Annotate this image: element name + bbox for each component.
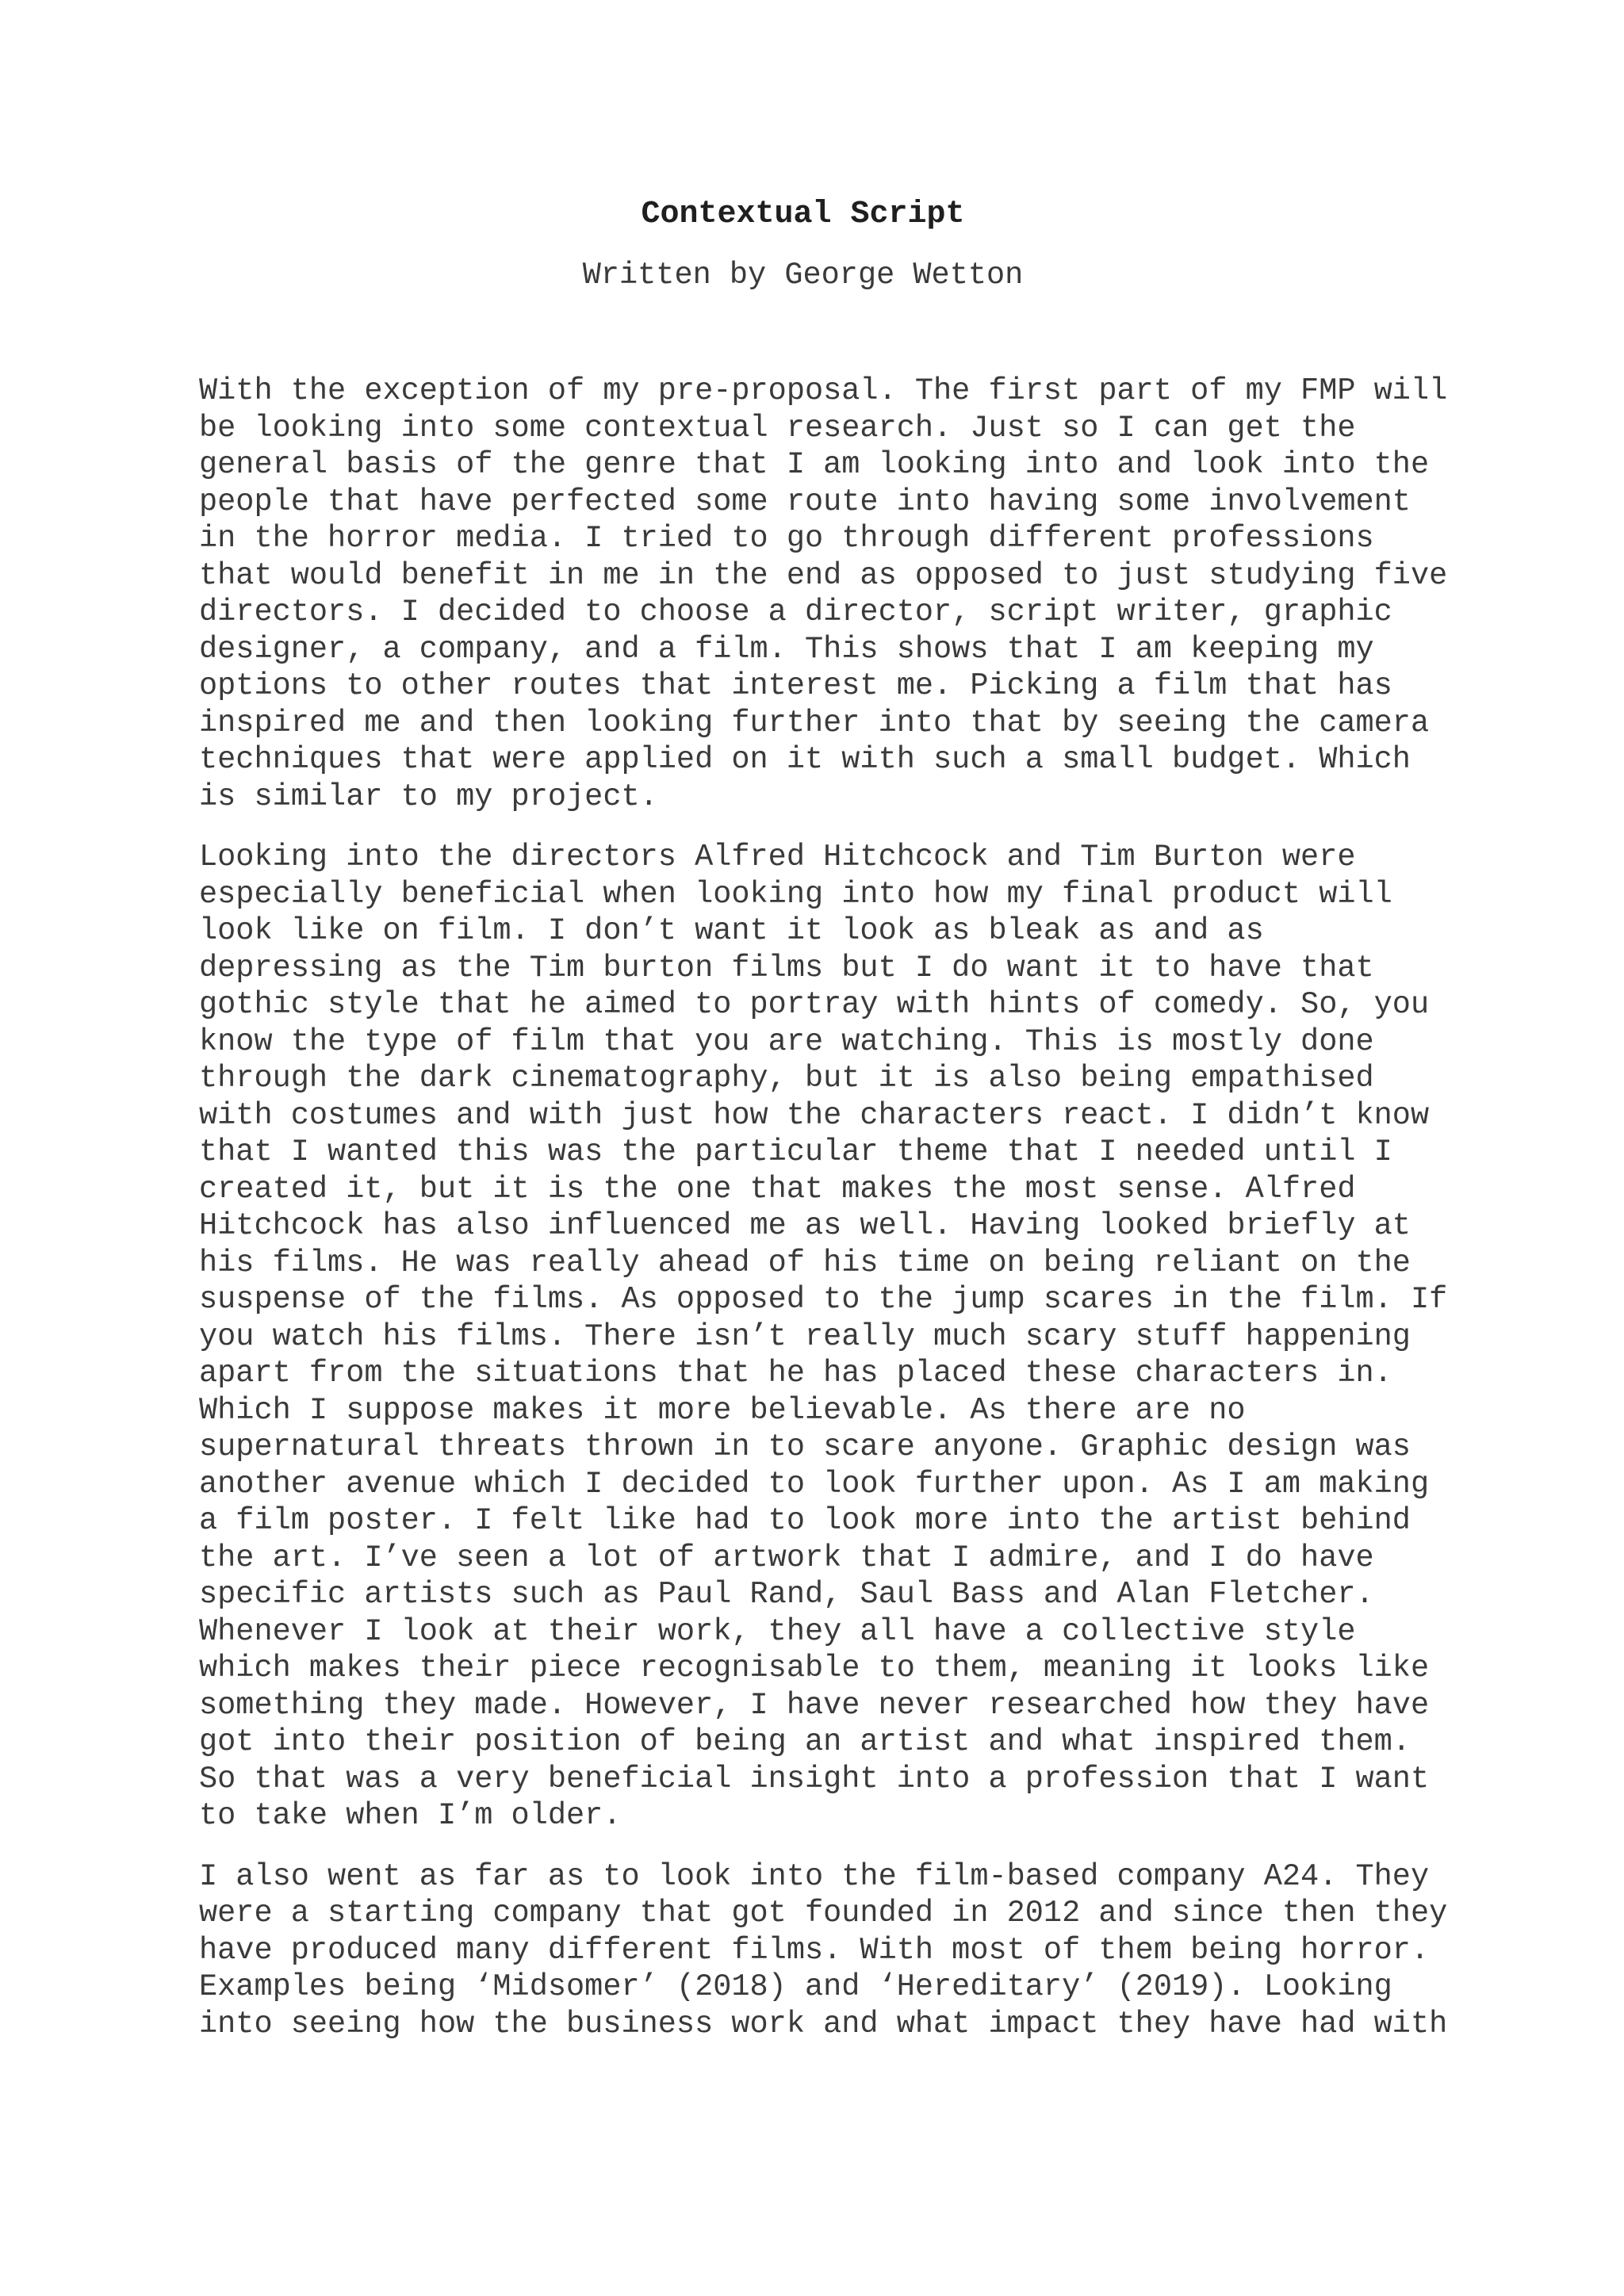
text-line: general basis of the genre that I am looking into and look into the <box>199 447 1430 482</box>
paragraph <box>199 373 1452 815</box>
text-line: to take when I’m older. <box>199 1798 622 1833</box>
text-line: created it, but it is the one that makes the most sense. Alfred <box>199 1171 1356 1207</box>
text-line: With the exception of my pre-proposal. The first part of my FMP will <box>199 373 1448 408</box>
text-line: that I wanted this was the particular theme that I needed until I <box>199 1135 1392 1169</box>
text-line: I also went as far as to look into the film-based company A24. They <box>199 1858 1430 1894</box>
text-line: techniques that were applied on it with such a small budget. Which <box>199 742 1411 777</box>
text-line: which makes their piece recognisable to them, meaning it looks like <box>199 1651 1430 1686</box>
text-line: designer, a company, and a film. This shows that I am keeping my <box>199 631 1374 667</box>
text-line: another avenue which I decided to look further upon. As I am making <box>199 1466 1430 1502</box>
text-line: a film poster. I felt like had to look more into the artist behind <box>199 1503 1411 1538</box>
text-line: people that have perfected some route into having some involvement <box>199 484 1411 519</box>
text-line: supernatural threats thrown in to scare anyone. Graphic design was <box>199 1429 1411 1464</box>
text-line: especially beneficial when looking into how my final product will <box>199 876 1392 912</box>
document-body <box>199 373 1452 2066</box>
text-line: Examples being ‘Midsomer’ (2018) and ‘Hereditary’ (2019). Looking <box>199 1969 1392 2004</box>
text-line: Whenever I look at their work, they all have a collective style <box>199 1613 1356 1649</box>
text-line: apart from the situations that he has placed these characters in. <box>199 1356 1392 1391</box>
text-line: gothic style that he aimed to portray with hints of comedy. So, you <box>199 987 1430 1022</box>
text-line: So that was a very beneficial insight into a profession that I want <box>199 1761 1430 1797</box>
text-line: into seeing how the business work and what impact they have had with <box>199 2006 1448 2042</box>
text-line: you watch his films. There isn’t really much scary stuff happening <box>199 1318 1411 1354</box>
text-line: his films. He was really ahead of his time on being reliant on the <box>199 1245 1411 1280</box>
text-line: something they made. However, I have never researched how they have <box>199 1687 1430 1723</box>
text-line: Looking into the directors Alfred Hitchcock and Tim Burton were <box>199 840 1356 874</box>
text-line: that would benefit in me in the end as opposed to just studying five <box>199 557 1448 593</box>
text-line: suspense of the films. As opposed to the jump scares in the film. If <box>199 1282 1448 1317</box>
text-line: the art. I’ve seen a lot of artwork that I admire, and I do have <box>199 1540 1374 1575</box>
text-line: options to other routes that interest me. Picking a film that has <box>199 668 1392 703</box>
text-line: were a starting company that got founded in 2012 and since then they <box>199 1896 1448 1931</box>
text-line: look like on film. I don’t want it look as bleak as and as <box>199 913 1264 948</box>
paragraph <box>199 1858 1452 2043</box>
text-line: directors. I decided to choose a director, script writer, graphic <box>199 595 1392 629</box>
text-line: through the dark cinematography, but it is also being empathised <box>199 1061 1374 1096</box>
document-subtitle: Written by George Wetton <box>582 258 1024 293</box>
text-line: be looking into some contextual research. Just so I can get the <box>199 410 1356 446</box>
text-line: Which I suppose makes it more believable. As there are no <box>199 1392 1246 1428</box>
text-line: have produced many different films. With most of them being horror. <box>199 1932 1430 1968</box>
paragraph <box>199 839 1452 1835</box>
text-line: got into their position of being an artist and what inspired them. <box>199 1724 1411 1759</box>
text-line: inspired me and then looking further into that by seeing the camera <box>199 705 1430 740</box>
text-line: with costumes and with just how the characters react. I didn’t know <box>199 1097 1430 1133</box>
text-line: Hitchcock has also influenced me as well. Having looked briefly at <box>199 1208 1411 1243</box>
text-line: know the type of film that you are watching. This is mostly done <box>199 1024 1374 1059</box>
text-line: depressing as the Tim burton films but I do want it to have that <box>199 950 1374 985</box>
text-line: in the horror media. I tried to go through different professions <box>199 521 1374 556</box>
text-line: is similar to my project. <box>199 779 658 814</box>
document-title: Contextual Script <box>641 197 965 232</box>
text-line: specific artists such as Paul Rand, Saul Bass and Alan Fletcher. <box>199 1577 1374 1612</box>
